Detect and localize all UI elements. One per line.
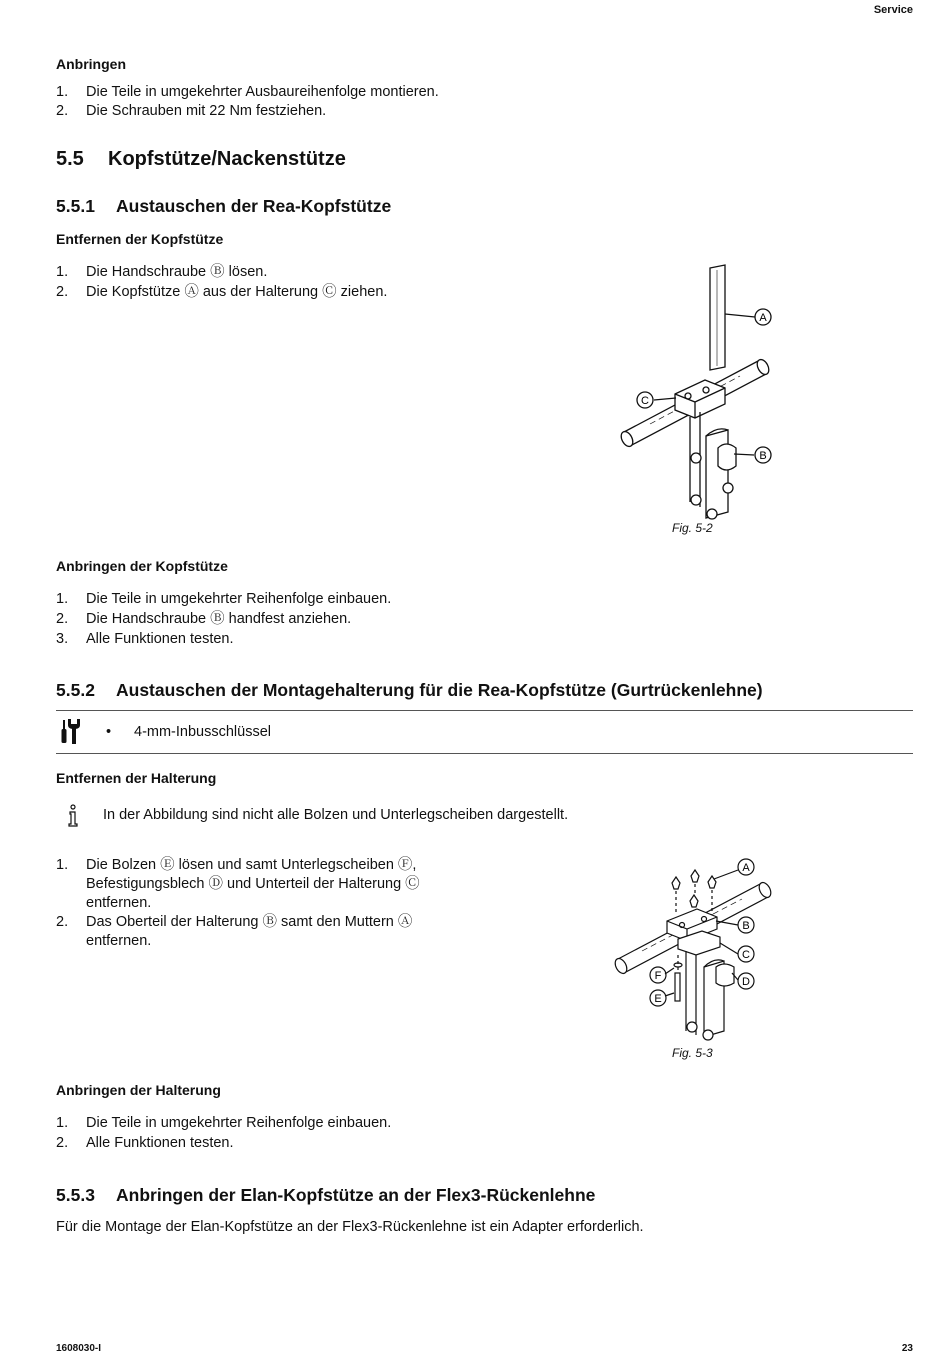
- install-headrest-steps: [56, 590, 391, 649]
- tools-bullet: •: [106, 724, 112, 740]
- tools-top-rule: [56, 710, 913, 711]
- list-item: 1. Die Teile in umgekehrter Reihenfolge einbauen.: [56, 1115, 392, 1131]
- remove-headrest-steps: [56, 263, 387, 302]
- figure-label-d: D: [742, 976, 750, 988]
- figure-label-a: A: [742, 862, 750, 874]
- remove-bracket-heading: Entfernen der Halterung: [56, 770, 217, 786]
- list-item: 1. Die Teile in umgekehrter Reihenfolge einbauen.: [56, 591, 392, 607]
- list-item: 3. Alle Funktionen testen.: [56, 631, 234, 647]
- list-item: 2. Die Kopfstütze Ⓐ aus der Halterung Ⓒ ziehen.: [56, 284, 388, 300]
- list-item: 1. Die Handschraube Ⓑ lösen.: [56, 264, 268, 280]
- figure-label-c: C: [742, 949, 750, 961]
- header-section: Service: [873, 4, 913, 16]
- footer-doc-number: 1608030-I: [56, 1343, 102, 1354]
- install-bracket-steps: [56, 1114, 391, 1153]
- install-bracket-heading: Anbringen der Halterung: [56, 1082, 221, 1098]
- figure-label-f: F: [654, 970, 662, 982]
- list-item: 2. Die Schrauben mit 22 Nm festziehen.: [56, 103, 327, 119]
- figure-label-b: B: [759, 450, 767, 462]
- list-item: 1. Die Bolzen Ⓔ lösen und samt Unterlegscheiben Ⓕ, Befestigungsblech Ⓓ und Unterteil der Halterung Ⓒ entfernen.: [56, 857, 420, 911]
- section-heading-5-5: 5.5 Kopfstütze/Nackenstütze: [56, 148, 346, 170]
- tools-item: 4-mm-Inbusschlüssel: [134, 724, 271, 740]
- list-item: 2. Das Oberteil der Halterung Ⓑ samt den Muttern Ⓐ entfernen.: [56, 914, 413, 949]
- info-icon: [66, 804, 80, 828]
- figure-label-a: A: [759, 312, 767, 324]
- figure-label-b: B: [742, 920, 750, 932]
- figure-caption-5-2: Fig. 5-2: [672, 521, 713, 535]
- top-steps: [56, 83, 439, 121]
- footer-page-number: 23: [901, 1343, 913, 1354]
- figure-label-e: E: [654, 993, 662, 1005]
- section-heading-5-5-1: 5.5.1 Austauschen der Rea-Kopfstütze: [56, 196, 392, 216]
- section-heading-5-5-2: 5.5.2 Austauschen der Montagehalterung für die Rea-Kopfstütze (Gurtrückenlehne): [56, 680, 763, 700]
- install-headrest-heading: Anbringen der Kopfstütze: [56, 558, 228, 574]
- adapter-text: Für die Montage der Elan-Kopfstütze an der Flex3-Rückenlehne ist ein Adapter erforderlich.: [56, 1219, 644, 1235]
- figure-caption-5-3: Fig. 5-3: [672, 1046, 713, 1060]
- bracket-figure: [612, 855, 762, 1045]
- tools-icon: [60, 718, 84, 746]
- list-item: 1. Die Teile in umgekehrter Ausbaureihenfolge montieren.: [56, 84, 439, 100]
- top-heading: Anbringen: [56, 56, 126, 72]
- remove-bracket-steps: [56, 856, 420, 951]
- tools-bottom-rule: [56, 753, 913, 754]
- section-heading-5-5-3: 5.5.3 Anbringen der Elan-Kopfstütze an der Flex3-Rückenlehne: [56, 1185, 596, 1205]
- remove-headrest-heading: Entfernen der Kopfstütze: [56, 231, 224, 247]
- list-item: 2. Die Handschraube Ⓑ handfest anziehen.: [56, 611, 352, 627]
- headrest-figure: [610, 262, 790, 524]
- list-item: 2. Alle Funktionen testen.: [56, 1135, 234, 1151]
- note-text: In der Abbildung sind nicht alle Bolzen und Unterlegscheiben dargestellt.: [103, 807, 569, 823]
- figure-label-c: C: [641, 395, 649, 407]
